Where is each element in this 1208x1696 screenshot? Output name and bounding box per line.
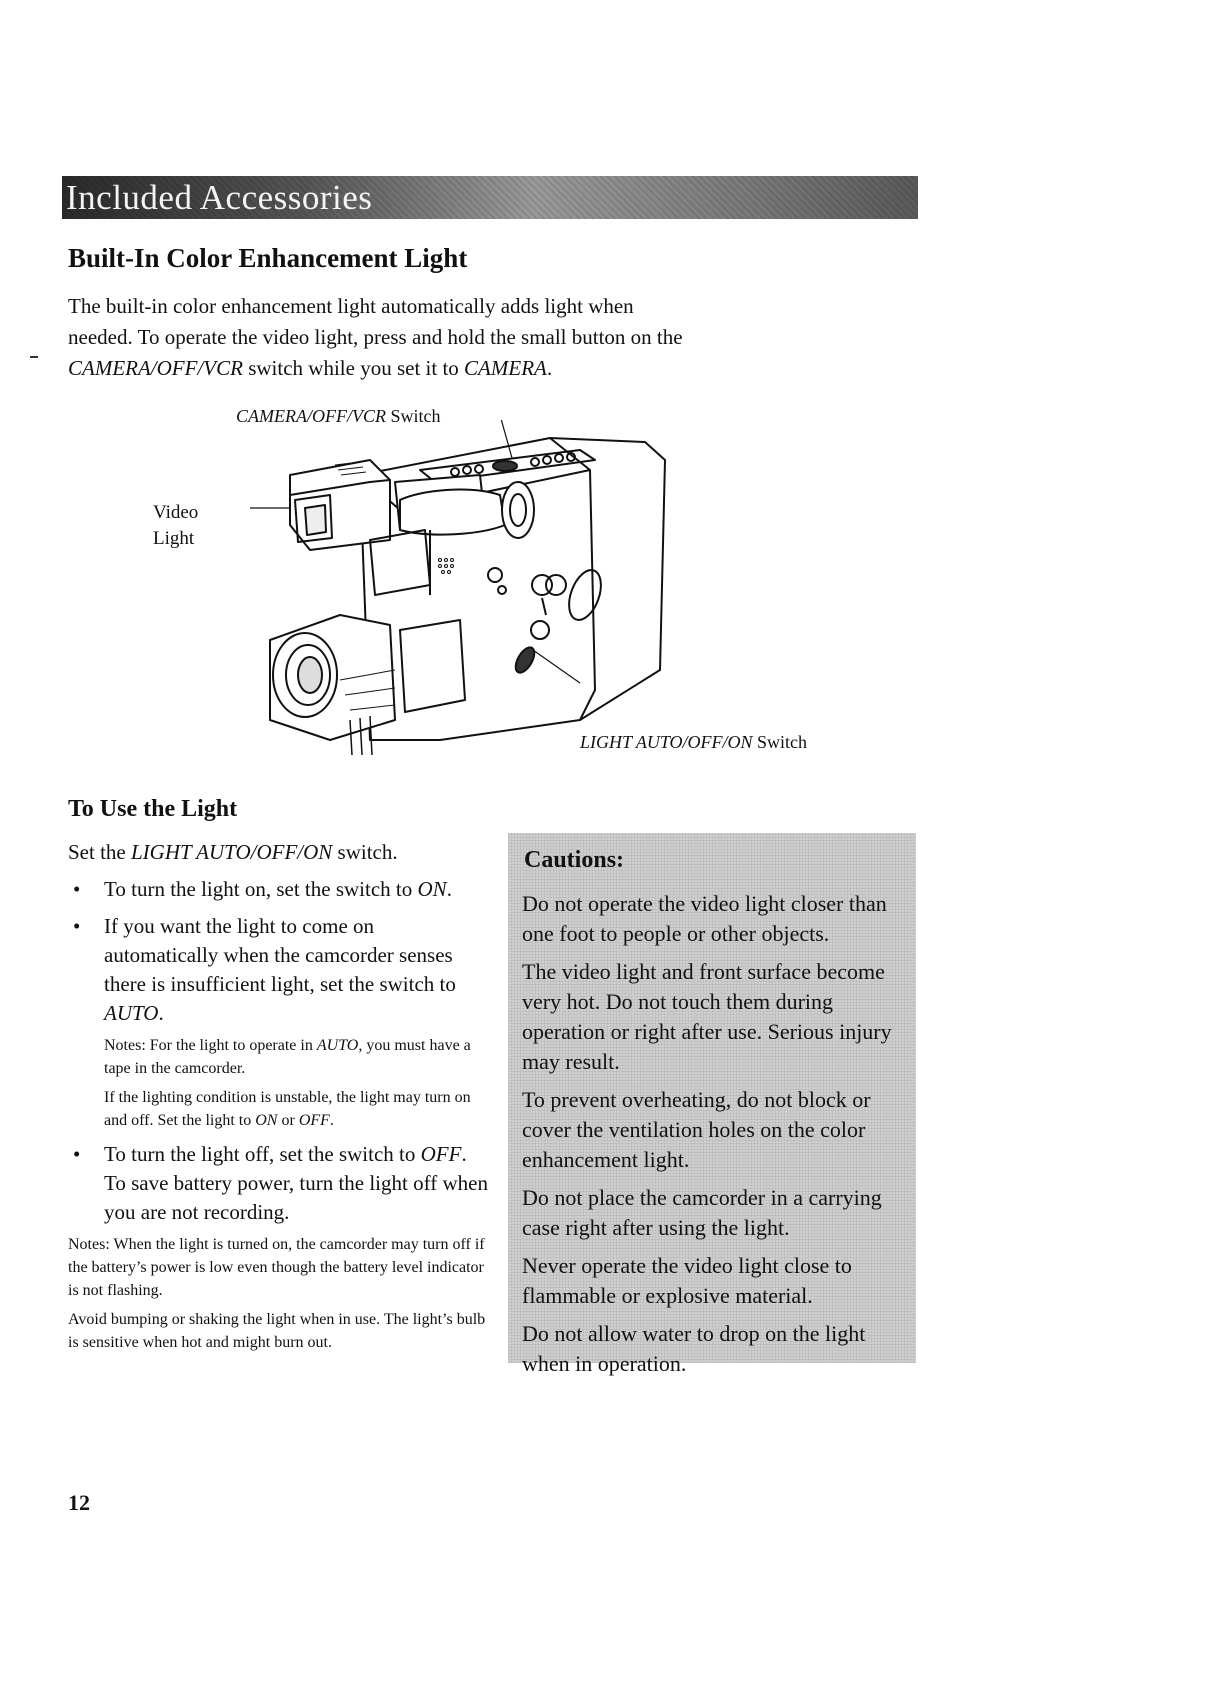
note-bumping: Avoid bumping or shaking the light when in use. The light’s bulb is sensitive when hot and might burn out. [68,1311,486,1351]
note-auto-tape: Notes: For the light to operate in AUTO, you must have a tape in the camcorder. [104,1037,471,1077]
bullet-auto: • If you want the light to come on automatically when the camcorder senses there is insufficient light, set the switch to AUTO. [73,914,456,1025]
set-switch-line: Set the LIGHT AUTO/OFF/ON switch. [68,840,398,864]
cautions-box [508,833,916,1376]
caution-item: Never operate the video light close to flammable or explosive material. [522,1253,852,1308]
camcorder-illustration [250,420,680,775]
caution-item: Do not place the camcorder in a carrying case right after using the light. [522,1185,882,1240]
caution-item: Do not allow water to drop on the light when in operation. [522,1321,866,1376]
to-use-light-heading: To Use the Light [68,796,238,822]
camera-off-vcr-switch-caption: CAMERA/OFF/VCR Switch [236,406,441,426]
banner-title: Included Accessories [66,178,373,217]
caution-item: Do not operate the video light closer than one foot to people or other objects. [522,891,887,946]
caution-item: To prevent overheating, do not block or cover the ventilation holes on the color enhancement light. [522,1087,871,1172]
light-auto-off-on-switch-caption: LIGHT AUTO/OFF/ON Switch [580,732,808,752]
bullet-dot: • [73,1142,81,1166]
section-title: Built-In Color Enhancement Light [68,243,468,273]
instructions-column [68,838,488,1354]
bullet-turn-off: • To turn the light off, set the switch to OFF. To save battery power, turn the light off when you are not recording. [73,1142,488,1224]
bullet-dot: • [73,914,81,938]
intro-line: CAMERA/OFF/VCR switch while you set it to CAMERA. [68,356,553,380]
bullet-turn-on: • To turn the light on, set the switch to ON. [68,875,488,904]
video-light-caption: Video Light [153,502,199,549]
section-banner [62,176,918,219]
intro-line: The built-in color enhancement light automatically adds light when [68,294,634,318]
page-number: 12 [68,1490,90,1515]
caution-item: The video light and front surface become very hot. Do not touch them during operation or right after use. Serious injury may result. [522,959,892,1074]
intro-paragraph [68,291,848,384]
bullet-dot: • [73,877,81,901]
intro-line: needed. To operate the video light, press and hold the small button on the [68,325,683,349]
margin-mark [30,356,38,358]
note-battery: Notes: When the light is turned on, the camcorder may turn off if the battery’s power is low even though the battery level indicator is not flashing. [68,1236,485,1299]
cautions-title: Cautions: [524,847,625,873]
cautions-list [522,889,906,1387]
note-unstable-lighting: If the lighting condition is unstable, the light may turn on and off. Set the light to ON or OFF. [104,1089,471,1129]
